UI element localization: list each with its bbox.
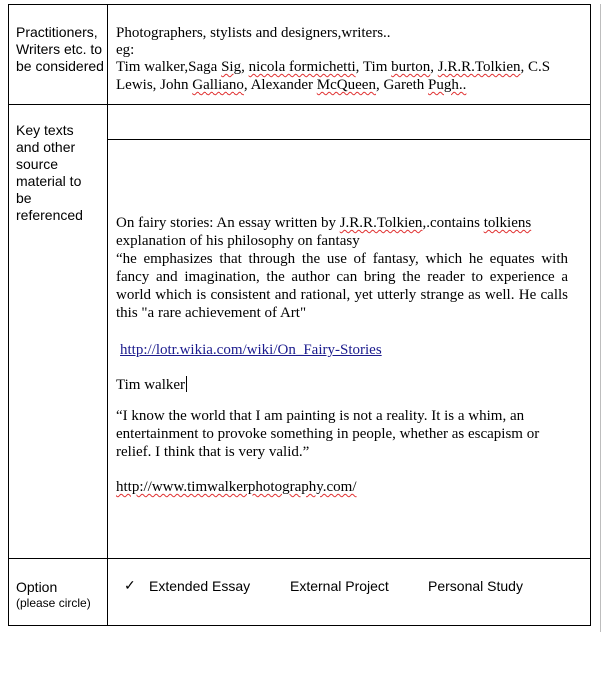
flagged-name: burton <box>391 59 431 75</box>
option-external-project[interactable]: External Project <box>290 578 389 594</box>
name-text: , <box>430 59 438 75</box>
tolkien-intro-text: On fairy stories: An essay written by <box>116 215 340 231</box>
table-border-left <box>8 4 9 626</box>
walker-link[interactable]: http://www.timwalkerphotography.com/ <box>116 479 357 495</box>
option-checkmark: ✓ <box>124 577 136 593</box>
flagged-name: Galliano <box>192 77 244 93</box>
table-row-divider-1 <box>8 104 591 105</box>
practitioners-content <box>116 24 586 94</box>
flagged-name: McQueen <box>316 77 376 93</box>
walker-heading: Tim walker <box>116 377 186 393</box>
tolkien-intro-text-2: ,.contains <box>422 215 484 231</box>
table-column-divider <box>107 4 108 626</box>
table-border-top <box>8 4 591 5</box>
flagged-name: Pugh.. <box>428 77 467 93</box>
table-row-divider-3 <box>8 558 591 559</box>
option-title: Option <box>16 579 58 595</box>
table-border-right <box>590 4 591 626</box>
key-texts-label: Key texts and other source material to be referenced <box>16 122 83 223</box>
option-sublabel: (please circle) <box>16 596 91 610</box>
flagged-name: nicola formichetti <box>248 59 356 75</box>
page-margin-marker <box>600 4 601 632</box>
option-extended-essay[interactable]: Extended Essay <box>149 578 251 594</box>
name-text: Tim walker,Saga <box>116 59 222 75</box>
option-personal-study[interactable]: Personal Study <box>428 578 523 594</box>
table-border-bottom <box>8 625 591 626</box>
option-label <box>16 579 106 610</box>
tolkien-link[interactable]: http://lotr.wikia.com/wiki/On_Fairy-Stories <box>120 342 382 358</box>
flagged-name: J.R.R.Tolkien <box>437 59 521 75</box>
name-text: , <box>241 59 249 75</box>
text-cursor <box>186 376 187 392</box>
name-text: , Alexander <box>243 77 317 93</box>
practitioners-intro: Photographers, stylists and designers,writers.. <box>116 25 391 41</box>
key-texts-content <box>116 214 568 496</box>
practitioners-label: Practitioners, Writers etc. to be considered <box>16 24 104 74</box>
tolkiens-word: tolkiens <box>483 215 532 231</box>
tolkien-name: J.R.R.Tolkien <box>339 215 423 231</box>
name-text: , Gareth <box>375 77 429 93</box>
name-text: , Tim <box>355 59 392 75</box>
tolkien-essay-intro <box>116 214 568 250</box>
tolkien-intro-text-3: explanation of his philosophy on fantasy <box>116 233 360 249</box>
flagged-name: Sig <box>221 59 242 75</box>
tolkien-quote: “he emphasizes that through the use of fantasy, which he equates with fancy and imagination, the author can bring the reader to experience a world which is consistent and rational, yet utterly strange as well. He calls this "a rare achievement of Art" <box>116 251 568 321</box>
practitioners-names <box>116 58 586 94</box>
table-row-divider-2 <box>107 139 591 140</box>
walker-quote: “I know the world that I am painting is not a reality. It is a whim, an entertainment to provoke something in people, whether as escapism or relief. I think that is very valid.” <box>116 408 540 460</box>
practitioners-eg: eg: <box>116 42 135 58</box>
name-text: , C.S Lewis, John <box>116 59 551 93</box>
